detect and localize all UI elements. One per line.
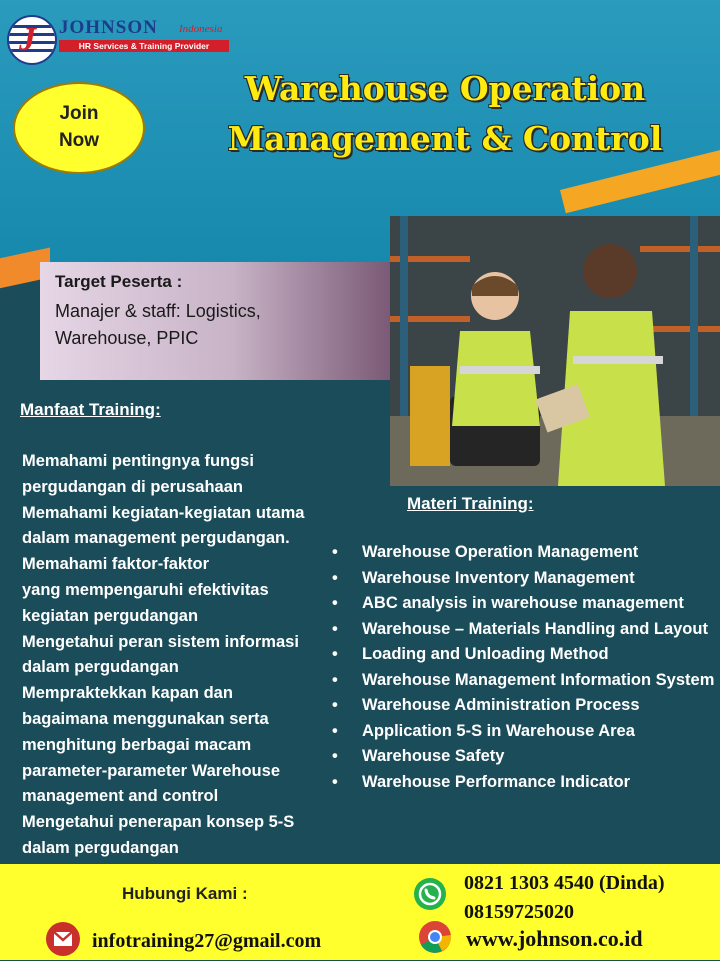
chrome-icon: [418, 920, 452, 954]
list-item: • Warehouse – Materials Handling and Layout: [330, 617, 720, 643]
phone-number-secondary[interactable]: 08159725020: [464, 901, 574, 923]
manfaat-line: kegiatan pergudangan: [22, 606, 199, 625]
list-item: • ABC analysis in warehouse management: [330, 591, 720, 617]
list-item: • Loading and Unloading Method: [330, 642, 720, 668]
title-line1: Warehouse Operation: [244, 69, 646, 108]
manfaat-line: dalam pergudangan: [22, 658, 179, 677]
manfaat-list: [22, 449, 332, 862]
manfaat-line: parameter-parameter Warehouse: [22, 761, 280, 780]
list-item: • Warehouse Administration Process: [330, 693, 720, 719]
manfaat-line: dalam pergudangan: [22, 838, 179, 857]
materi-heading: Materi Training:: [407, 494, 534, 513]
manfaat-line: Memahami kegiatan-kegiatan utama: [22, 503, 305, 522]
manfaat-line: menghitung berbagai macam: [22, 735, 252, 754]
join-now-line2: Now: [58, 130, 100, 151]
title-line2: Management & Control: [227, 119, 663, 158]
johnson-logo[interactable]: [7, 15, 237, 63]
target-line1: Manajer & staff: Logistics,: [55, 301, 261, 321]
manfaat-heading: Manfaat Training:: [20, 400, 161, 419]
materi-list: [330, 540, 720, 795]
manfaat-line: dalam management pergudangan.: [22, 529, 290, 548]
manfaat-line: Mengetahui penerapan konsep 5-S: [22, 813, 295, 832]
phone-number-primary[interactable]: 0821 1303 4540 (Dinda): [464, 872, 665, 894]
page-title: [180, 64, 710, 164]
gmail-icon: [46, 922, 80, 956]
manfaat-line: bagaimana menggunakan serta: [22, 709, 269, 728]
manfaat-line: Memahami pentingnya fungsi: [22, 452, 254, 470]
list-item: • Warehouse Inventory Management: [330, 566, 720, 592]
contact-footer: [0, 864, 720, 960]
manfaat-line: Mengetahui peran sistem informasi: [22, 632, 299, 651]
logo-tagline: HR Services & Training Provider: [59, 40, 229, 52]
manfaat-line: management and control: [22, 787, 219, 806]
list-item: • Warehouse Performance Indicator: [330, 770, 720, 796]
logo-country: Indonesia: [179, 23, 223, 35]
list-item: • Warehouse Operation Management: [330, 540, 720, 566]
logo-emblem-icon: [7, 15, 57, 65]
manfaat-line: pergudangan di perusahaan: [22, 477, 243, 496]
email-link[interactable]: infotraining27@gmail.com: [92, 930, 322, 952]
logo-name: JOHNSON: [59, 17, 158, 38]
target-heading: Target Peserta :: [55, 272, 183, 291]
target-peserta-box: [40, 262, 390, 380]
target-text: [55, 298, 355, 352]
contact-heading: Hubungi Kami :: [122, 884, 248, 903]
photo-illustration: [390, 216, 720, 486]
whatsapp-icon: [414, 878, 446, 910]
manfaat-line: Memahami faktor-faktor: [22, 555, 210, 574]
target-line2: Warehouse, PPIC: [55, 328, 199, 348]
list-item: • Warehouse Management Information System: [330, 668, 720, 694]
warehouse-workers-photo: [390, 216, 720, 486]
join-now-button[interactable]: [13, 82, 145, 174]
list-item: • Application 5-S in Warehouse Area: [330, 719, 720, 745]
logo-mark: J: [19, 21, 36, 58]
manfaat-line: yang mempengaruhi efektivitas: [22, 580, 269, 599]
website-link[interactable]: www.johnson.co.id: [466, 926, 643, 951]
list-item: • Warehouse Safety: [330, 744, 720, 770]
join-now-line1: Join: [59, 103, 99, 125]
manfaat-line: Mempraktekkan kapan dan: [22, 684, 233, 703]
